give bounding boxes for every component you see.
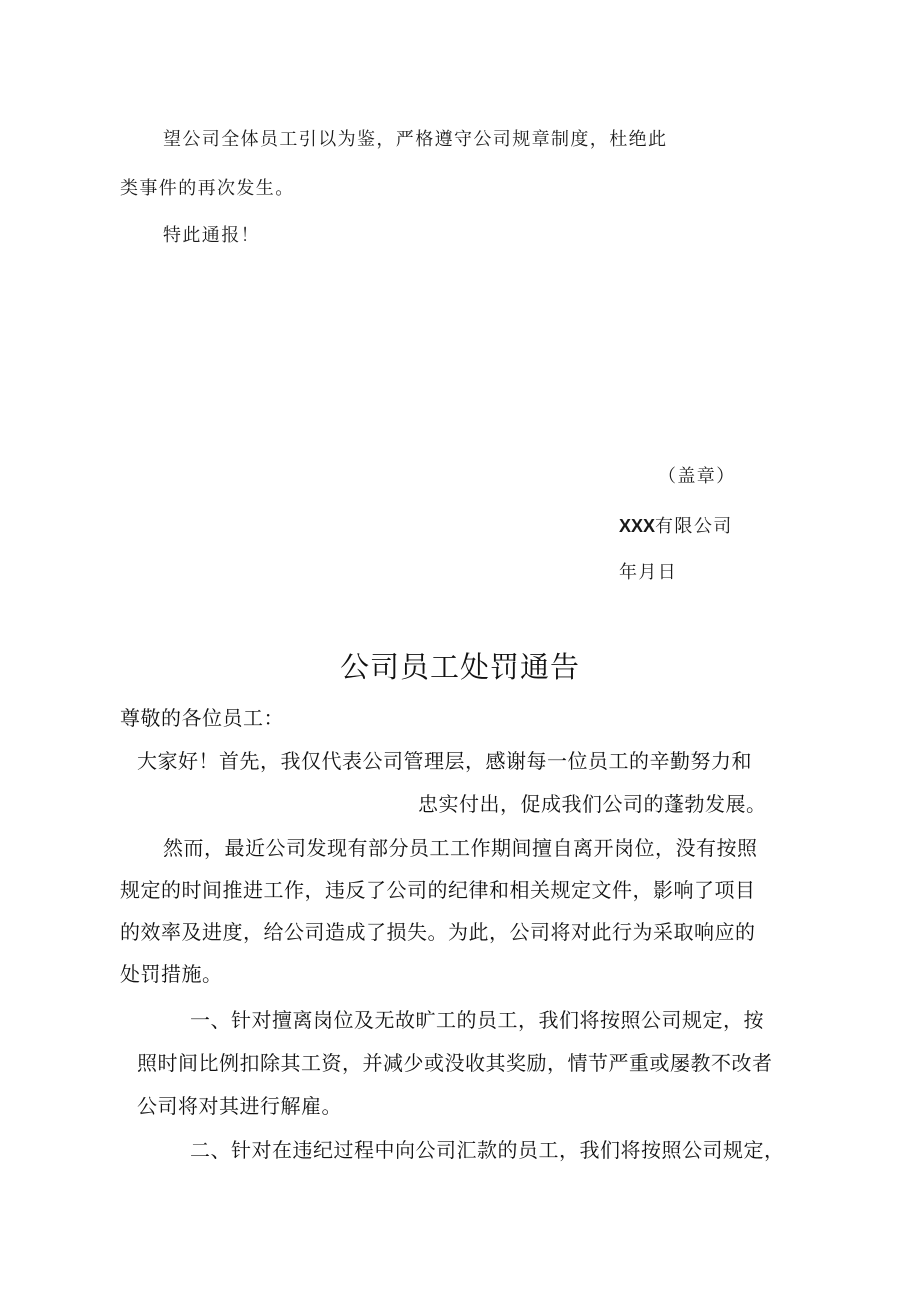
seal-placeholder: （盖章） <box>658 466 736 487</box>
item1-line2: 照时间比例扣除其工资，并减少或没收其奖励，情节严重或屡教不改者 <box>137 1051 773 1075</box>
page-title: 公司员工处罚通告 <box>339 650 580 684</box>
company-name <box>619 512 733 538</box>
paragraph2-line4: 处罚措施。 <box>120 962 223 986</box>
intro-line1: 大家好！首先，我仅代表公司管理层，感谢每一位员工的辛勤努力和 <box>137 749 752 773</box>
intro-line2: 忠实付出，促成我们公司的蓬勃发展。 <box>418 792 767 816</box>
item1-line3: 公司将对其进行解雇。 <box>137 1094 342 1118</box>
item1-line1: 一、针对擅离岗位及无故旷工的员工，我们将按照公司规定，按 <box>190 1008 764 1032</box>
previous-notice-paragraph-line2: 类事件的再次发生。 <box>120 178 295 199</box>
company-name-suffix: 有限公司 <box>655 516 733 537</box>
paragraph2-line1: 然而，最近公司发现有部分员工工作期间擅自离开岗位，没有按照 <box>163 836 758 860</box>
date-line: 年月日 <box>619 562 678 583</box>
previous-notice-closing: 特此通报！ <box>163 225 260 246</box>
paragraph2-line2: 规定的时间推进工作，违反了公司的纪律和相关规定文件，影响了项目 <box>120 878 756 902</box>
paragraph2-line3: 的效率及进度，给公司造成了损失。为此，公司将对此行为采取响应的 <box>120 920 756 944</box>
previous-notice-paragraph-line1: 望公司全体员工引以为鉴，严格遵守公司规章制度，杜绝此 <box>163 129 668 150</box>
company-name-prefix: XXX <box>619 516 656 536</box>
salutation: 尊敬的各位员工： <box>120 706 284 730</box>
item2-line1: 二、针对在违纪过程中向公司汇款的员工，我们将按照公司规定， <box>190 1138 785 1162</box>
